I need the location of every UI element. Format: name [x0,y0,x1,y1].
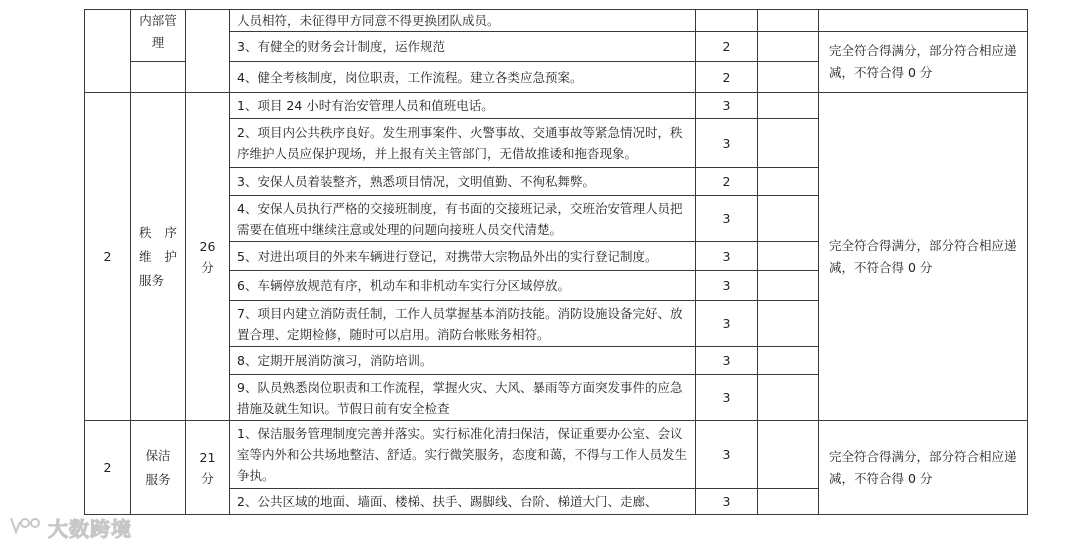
item-text-cell: 8、定期开展消防演习，消防培训。 [230,347,696,375]
actual-score-cell [758,168,819,196]
actual-score-cell [758,489,819,515]
category-cell-continued [131,62,186,93]
item-score-cell: 3 [696,93,758,119]
actual-score-cell [758,242,819,271]
item-text-cell: 4、健全考核制度，岗位职责，工作流程。建立各类应急预案。 [230,62,696,93]
remark-cell: 完全符合得满分，部分符合相应递减，不符合得 0 分 [819,32,1028,93]
actual-score-cell [758,10,819,32]
item-score-cell: 3 [696,242,758,271]
table-row [85,10,1028,32]
table-row [85,93,1028,119]
category-line: 维 护 [139,248,177,264]
table-row [85,421,1028,489]
category-cell: 内部管理 [131,10,186,62]
item-score-cell: 3 [696,271,758,301]
watermark-text: 大数跨境 [48,516,132,541]
total-score-cell [186,10,230,93]
category-cell: 保洁服务 [131,421,186,515]
scoring-table-page [84,9,1027,515]
remark-cell: 完全符合得满分，部分符合相应递减，不符合得 0 分 [819,93,1028,421]
item-score-cell: 3 [696,196,758,242]
item-text-cell: 2、公共区域的地面、墙面、楼梯、扶手、踢脚线、台阶、梯道大门、走廊、 [230,489,696,515]
actual-score-cell [758,32,819,62]
item-score-cell: 2 [696,32,758,62]
item-text-cell: 3、安保人员着装整齐，熟悉项目情况，文明值勤、不徇私舞弊。 [230,168,696,196]
item-text-cell: 2、项目内公共秩序良好。发生刑事案件、火警事故、交通事故等紧急情况时，秩序维护人员应保护现场，并上报有关主管部门，无借故推诿和拖沓现象。 [230,119,696,168]
total-score-cell: 21 分 [186,421,230,515]
brand-logo-icon [8,514,42,540]
total-score-cell: 26 分 [186,93,230,421]
actual-score-cell [758,347,819,375]
category-line: 服务 [139,272,165,288]
actual-score-cell [758,271,819,301]
actual-score-cell [758,119,819,168]
section-number-cell: 2 [85,93,131,421]
item-text-cell: 1、项目 24 小时有治安管理人员和值班电话。 [230,93,696,119]
actual-score-cell [758,62,819,93]
section-number-cell [85,10,131,93]
item-score-cell: 3 [696,375,758,421]
item-text-cell: 5、对进出项目的外来车辆进行登记，对携带大宗物品外出的实行登记制度。 [230,242,696,271]
item-score-cell: 3 [696,421,758,489]
actual-score-cell [758,301,819,347]
item-score-cell: 2 [696,62,758,93]
remark-cell: 完全符合得满分，部分符合相应递减，不符合得 0 分 [819,421,1028,515]
section-number-cell: 2 [85,421,131,515]
item-text-cell: 4、安保人员执行严格的交接班制度，有书面的交接班记录，交班治安管理人员把需要在值班中继续注意或处理的问题向接班人员交代清楚。 [230,196,696,242]
item-text-cell: 6、车辆停放规范有序，机动车和非机动车实行分区域停放。 [230,271,696,301]
actual-score-cell [758,93,819,119]
item-text-cell: 1、保洁服务管理制度完善并落实。实行标准化清扫保洁，保证重要办公室、会议室等内外和公共场地整洁、舒适。实行微笑服务，态度和蔼，不得与工作人员发生争执。 [230,421,696,489]
item-score-cell: 3 [696,301,758,347]
item-score-cell: 3 [696,119,758,168]
item-score-cell: 2 [696,168,758,196]
item-score-cell: 3 [696,347,758,375]
actual-score-cell [758,421,819,489]
item-score-cell [696,10,758,32]
category-cell [131,93,186,421]
scoring-table [84,9,1028,515]
watermark [8,512,148,542]
actual-score-cell [758,375,819,421]
item-text-cell: 7、项目内建立消防责任制，工作人员掌握基本消防技能。消防设施设备完好、放置合理、定期检修，随时可以启用。消防台帐账务相符。 [230,301,696,347]
item-text-cell: 人员相符，未征得甲方同意不得更换团队成员。 [230,10,696,32]
category-line: 秩 序 [139,224,177,240]
item-score-cell: 3 [696,489,758,515]
remark-cell [819,10,1028,32]
item-text-cell: 9、队员熟悉岗位职责和工作流程，掌握火灾、大风、暴雨等方面突发事件的应急措施及就生知识。节假日前有安全检查 [230,375,696,421]
actual-score-cell [758,196,819,242]
item-text-cell: 3、有健全的财务会计制度，运作规范 [230,32,696,62]
